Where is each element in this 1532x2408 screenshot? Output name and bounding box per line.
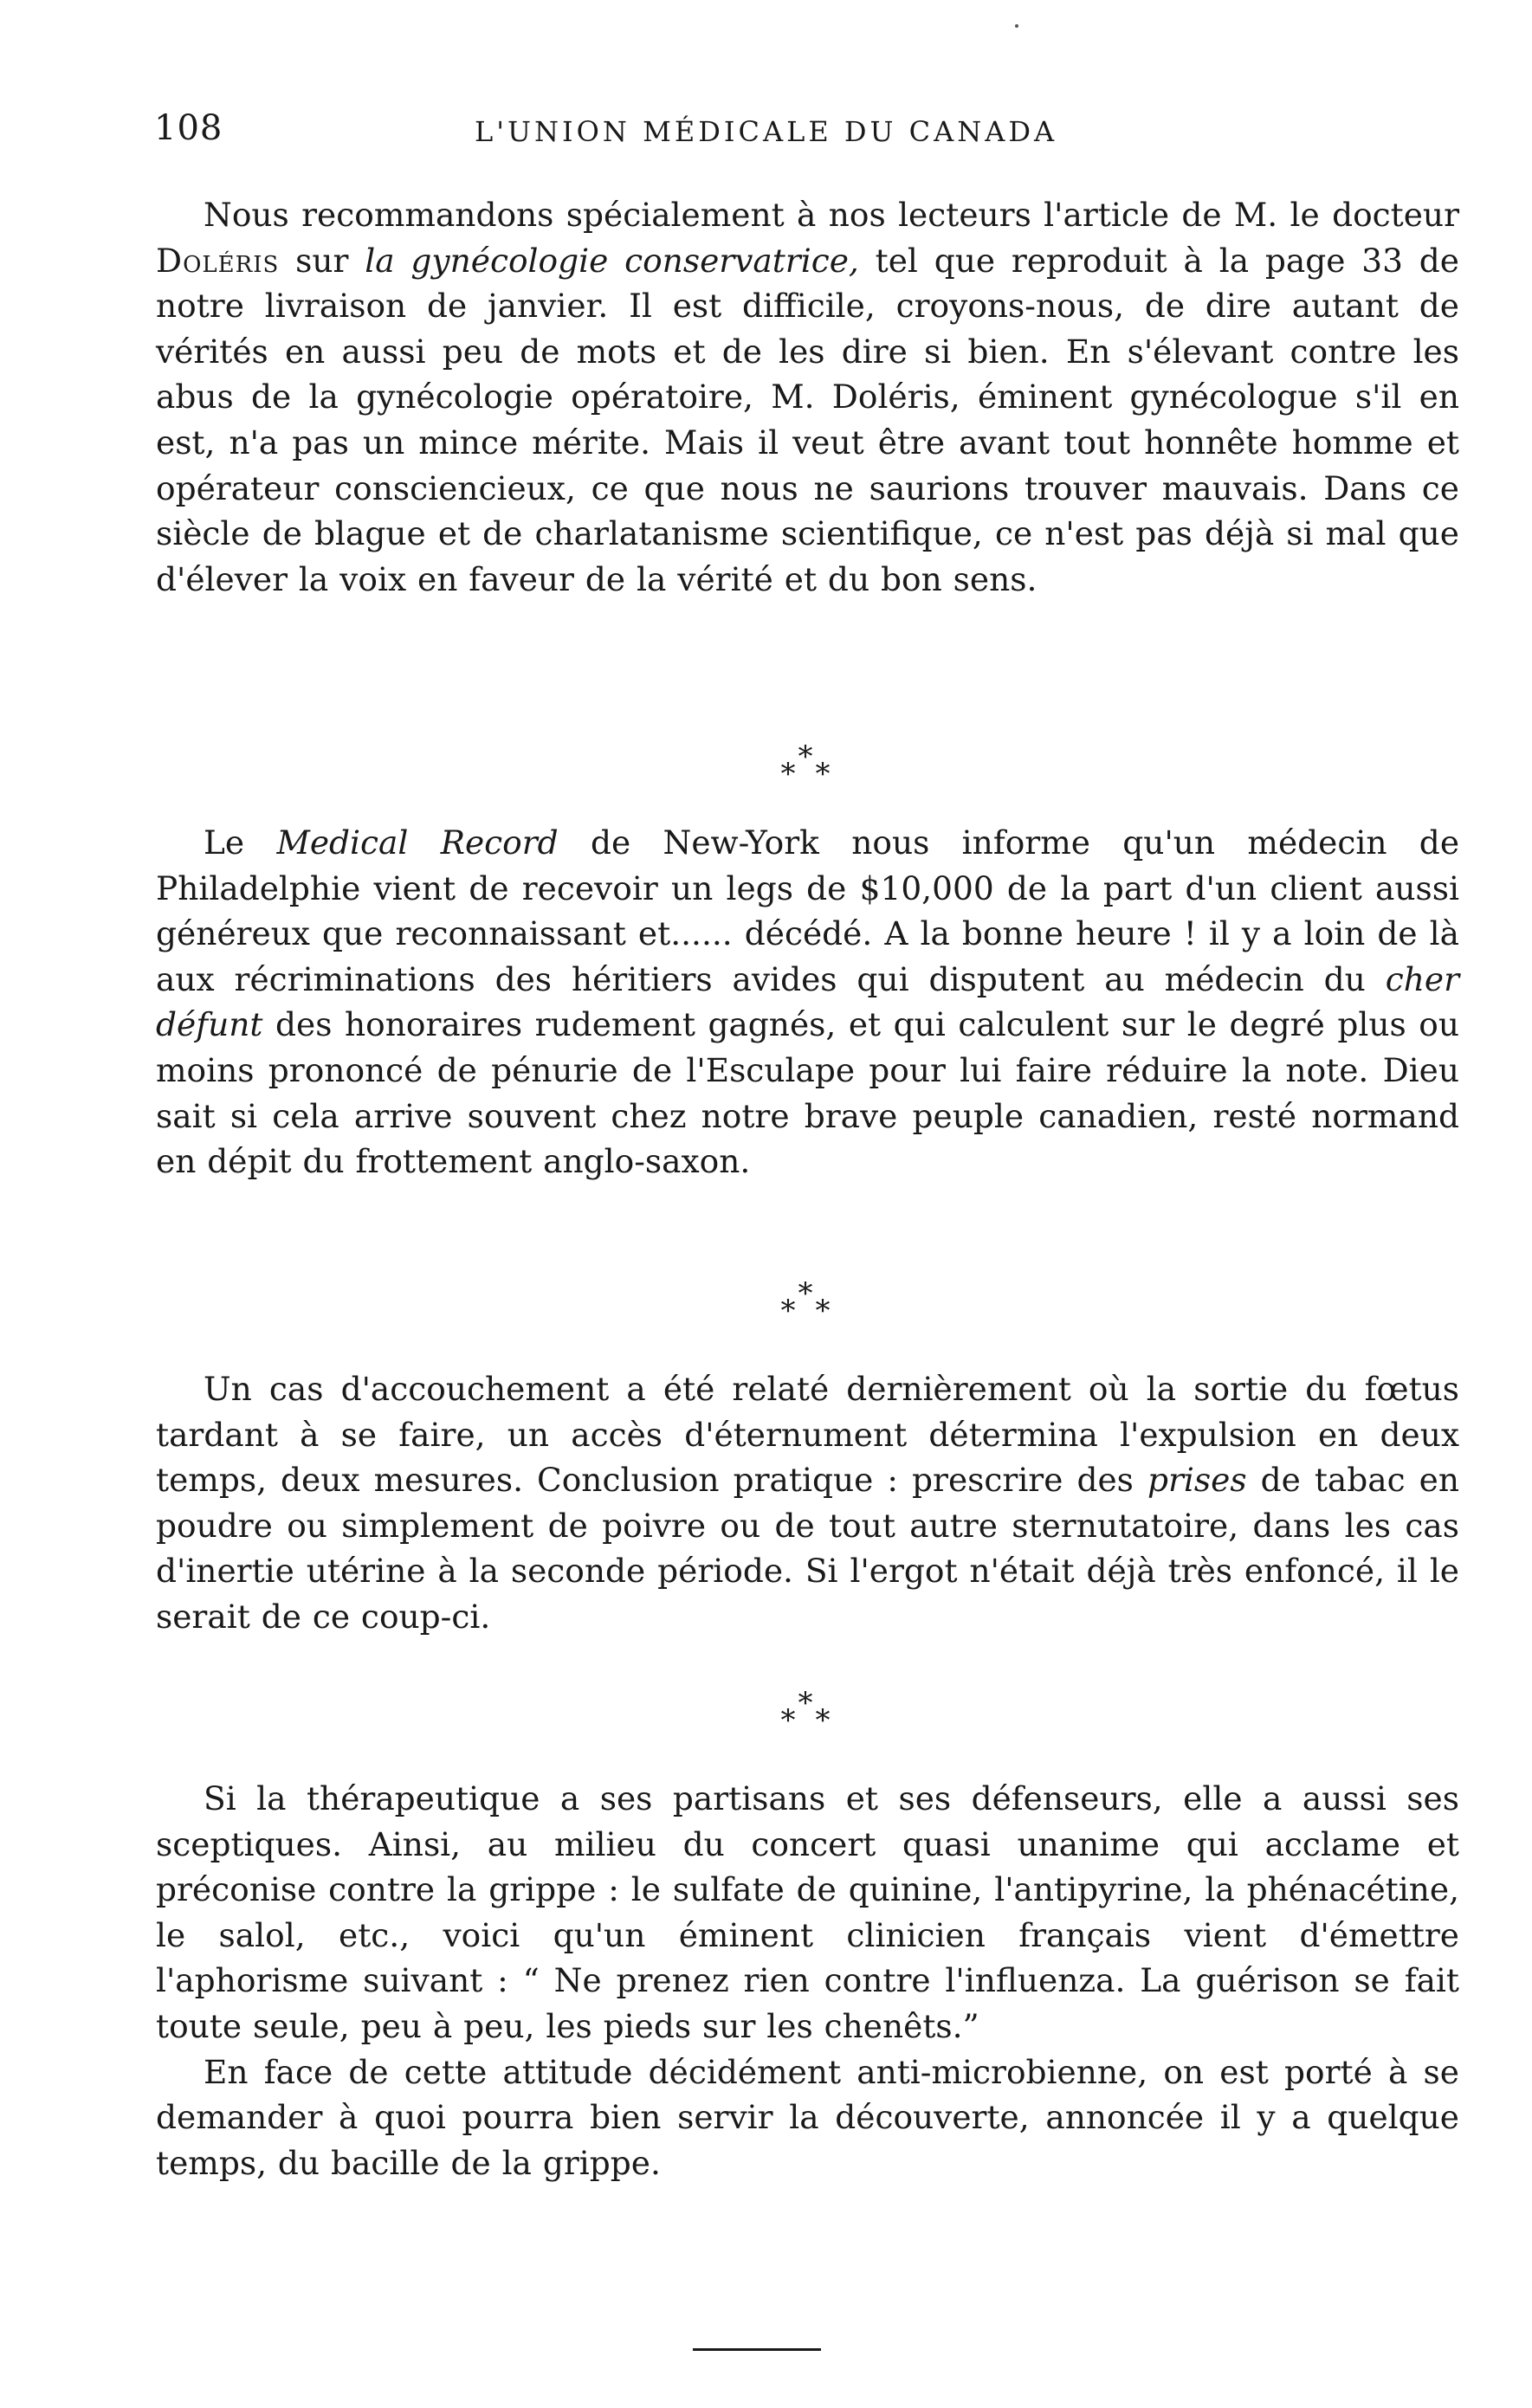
asterism-star-right: * xyxy=(815,757,831,791)
paragraph-therapeutique: Si la thérapeutique a ses partisans et ses défenseurs, elle a aussi ses sceptiques. Ainsi, au milieu du concert quasi unanime qui acclame et préconise contre la grippe : le sulfate de quinine, l'antipyrine, la phénacétine, le salol, etc., voici qu'un éminent clinicien français vient d'émettre l'aphorisme suivant : “ Ne prenez rien contre l'influenza. La guérison se fait toute seule, peu à peu, les pieds sur les chenêts.” xyxy=(156,1779,1459,2045)
paragraph-gynecologie xyxy=(156,192,1459,739)
asterism-star-top: * xyxy=(798,1276,813,1311)
asterism-star-top: * xyxy=(798,739,813,774)
section-divider-asterism xyxy=(156,739,1459,820)
p2-text-mid: de New-York nous informe qu'un médecin de Philadelphie vient de recevoir un legs de $10,000 de la part d'un client aussi généreux que reconnaissant et...... décédé. A la bonne heure ! il y a loin de là aux récriminations des héritiers avides qui disputent au médecin du xyxy=(156,823,1460,998)
asterism-star-right: * xyxy=(815,1294,831,1328)
article-title: la gynécologie conservatrice, xyxy=(365,241,859,280)
page-header xyxy=(154,108,1472,160)
asterism-star-top: * xyxy=(798,1686,813,1720)
p1-text-mid: sur xyxy=(279,241,365,280)
paragraph-accouchement xyxy=(156,1366,1459,1685)
p2-text-end: des honoraires rudement gagnés, et qui calculent sur le degré plus ou moins prononcé de pénurie de l'Esculape pour lui faire réduire la note. Dieu sait si cela arrive souvent chez notre brave peuple canadien, resté normand en dépit du frottement anglo-saxon. xyxy=(156,1005,1459,1181)
p1-text-end: tel que reproduit à la page 33 de notre livraison de janvier. Il est difficile, croyons-nous, de dire autant de vérités en aussi peu de mots et de les dire si bien. En s'élevant contre les abus de la gynécologie opératoire, M. Doléris, éminent gynécologue s'il en est, n'a pas un mince mérite. Mais il veut être avant tout honnête homme et opérateur consciencieux, ce que nous ne saurions trouver mauvais. Dans ce siècle de blague et de charlatanisme scientifique, ce n'est pas déjà si mal que d'élever la voix en faveur de la vérité et du bon sens. xyxy=(156,241,1459,598)
end-rule xyxy=(693,2348,821,2351)
p1-text-start: Nous recommandons spécialement à nos lecteurs l'article de M. le docteur xyxy=(204,196,1459,234)
section-divider-asterism xyxy=(156,1275,1459,1366)
asterism-star-left: * xyxy=(780,1294,796,1328)
p3-text-start: Un cas d'accouchement a été relaté dernièrement où la sortie du fœtus tardant à se faire, un accès d'éternument détermina l'expulsion en deux temps, deux mesures. Conclusion pratique : prescrire des xyxy=(156,1370,1459,1500)
p2-text-start: Le xyxy=(204,823,277,862)
article-body xyxy=(156,192,1459,2185)
prises-italic: prises xyxy=(1147,1461,1247,1500)
running-head: L'UNION MÉDICALE DU CANADA xyxy=(475,115,1058,148)
journal-name: Medical Record xyxy=(276,823,559,862)
section-divider-asterism xyxy=(156,1685,1459,1776)
asterism-star-right: * xyxy=(815,1703,831,1738)
asterism-star-left: * xyxy=(780,1703,796,1738)
author-name: Doléris xyxy=(156,241,280,280)
asterism-star-left: * xyxy=(780,757,796,791)
cher-defunt: cher défunt xyxy=(156,959,1459,1044)
asterism-icon xyxy=(778,739,838,791)
asterism-icon xyxy=(778,1685,838,1737)
print-speck xyxy=(1015,24,1018,28)
asterism-icon xyxy=(778,1275,838,1327)
paragraph-medical-record xyxy=(156,820,1459,1275)
paragraph-microbienne: En face de cette attitude décidément anti-microbienne, on est porté à se demander à quoi pourra bien servir la découverte, annoncée il y a quelque temps, du bacille de la grippe. xyxy=(156,2052,1459,2182)
p3-text-end: de tabac en poudre ou simplement de poivre ou de tout autre sternutatoire, dans les cas d'inertie utérine à la seconde période. Si l'ergot n'était déjà très enfoncé, il le serait de ce coup-ci. xyxy=(156,1461,1460,1636)
page-number: 108 xyxy=(154,108,223,148)
